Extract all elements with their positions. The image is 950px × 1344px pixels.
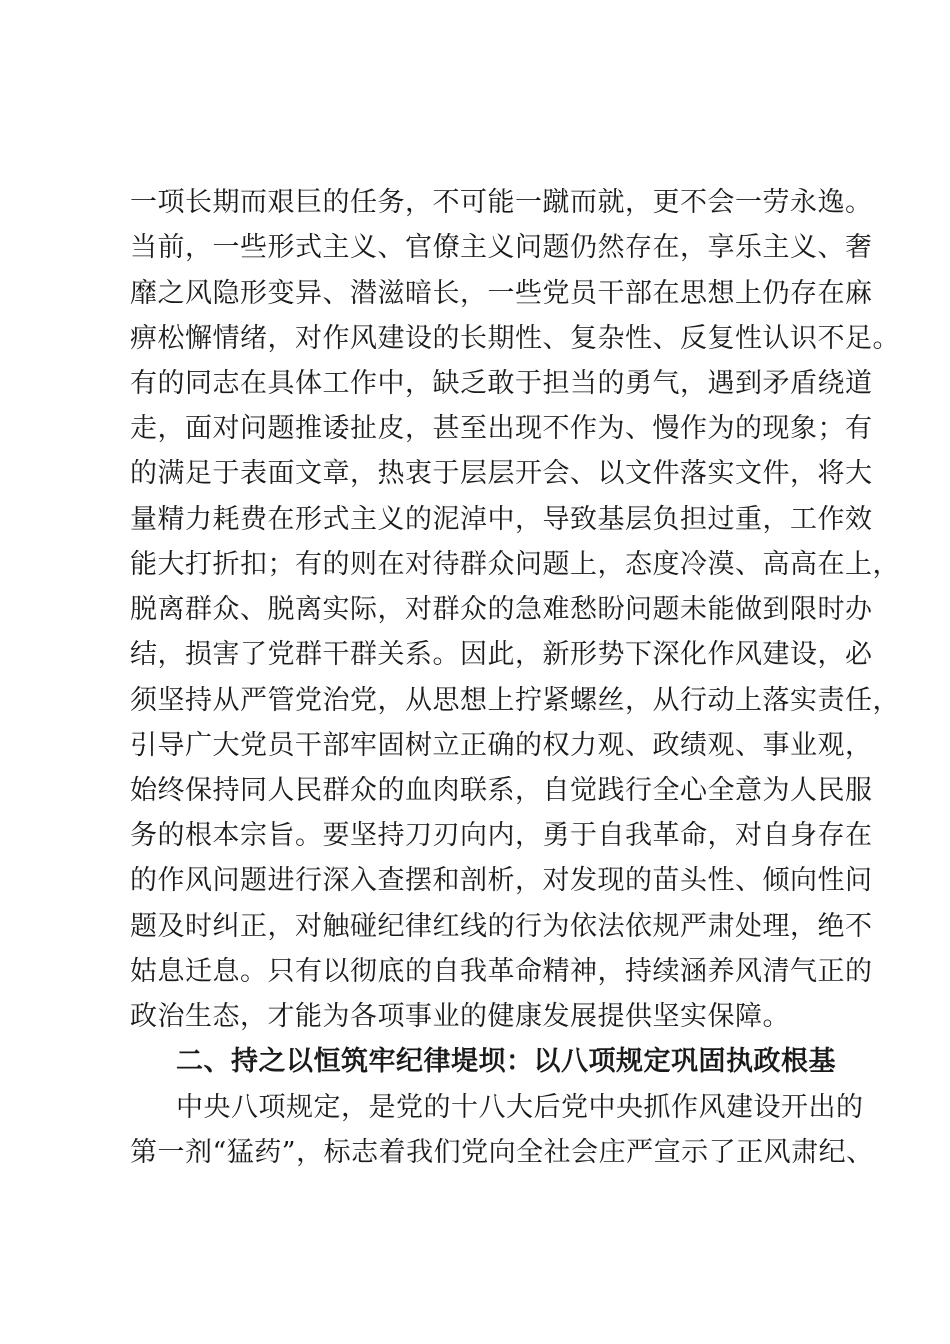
body-text-line: 有的同志在具体工作中，缺乏敢于担当的勇气，遇到矛盾绕道 [130, 368, 873, 399]
body-text-line: 痹松懈情绪，对作风建设的长期性、复杂性、反复性认识不足。 [130, 323, 900, 354]
body-text-line: 须坚持从严管党治党，从思想上拧紧螺丝，从行动上落实责任， [130, 685, 900, 716]
body-text-line: 姑息迁息。只有以彻底的自我革命精神，持续涵养风清气正的 [130, 956, 873, 987]
body-text-line: 走，面对问题推诿扯皮，甚至出现不作为、慢作为的现象；有 [130, 413, 873, 444]
body-text-line: 靡之风隐形变异、潜滋暗长，一些党员干部在思想上仍存在麻 [130, 278, 873, 309]
body-text-line: 政治生态，才能为各项事业的健康发展提供坚实保障。 [130, 1001, 790, 1032]
body-text-line: 能大打折扣；有的则在对待群众问题上，态度冷漠、高高在上， [130, 549, 900, 580]
body-text-line: 题及时纠正，对触碰纪律红线的行为依法依规严肃处理，绝不 [130, 911, 873, 942]
body-text-line: 的满足于表面文章，热衷于层层开会、以文件落实文件，将大 [130, 458, 873, 489]
body-text-line: 务的根本宗旨。要坚持刀刃向内，勇于自我革命，对自身存在 [130, 820, 873, 851]
body-text-line: 第一剂“猛药”，标志着我们党向全社会庄严宣示了正风肃纪、 [130, 1137, 874, 1168]
body-text-line: 结，损害了党群干群关系。因此，新形势下深化作风建设，必 [130, 639, 873, 670]
body-text-line: 脱离群众、脱离实际，对群众的急难愁盼问题未能做到限时办 [130, 594, 873, 625]
body-text-line: 量精力耗费在形式主义的泥淖中，导致基层负担过重，工作效 [130, 504, 873, 535]
body-text-line: 引导广大党员干部牢固树立正确的权力观、政绩观、事业观， [130, 730, 873, 761]
body-text-line: 的作风问题进行深入查摆和剖析，对发现的苗头性、倾向性问 [130, 865, 873, 896]
body-text-line: 一项长期而艰巨的任务，不可能一蹴而就，更不会一劳永逸。 [130, 187, 873, 218]
body-text-line: 中央八项规定，是党的十八大后党中央抓作风建设开出的 [176, 1092, 864, 1123]
section-heading: 二、持之以恒筑牢纪律堤坝：以八项规定巩固执政根基 [176, 1046, 836, 1077]
body-text-line: 始终保持同人民群众的血肉联系，自觉践行全心全意为人民服 [130, 775, 873, 806]
body-text-line: 当前，一些形式主义、官僚主义问题仍然存在，享乐主义、奢 [130, 232, 873, 263]
